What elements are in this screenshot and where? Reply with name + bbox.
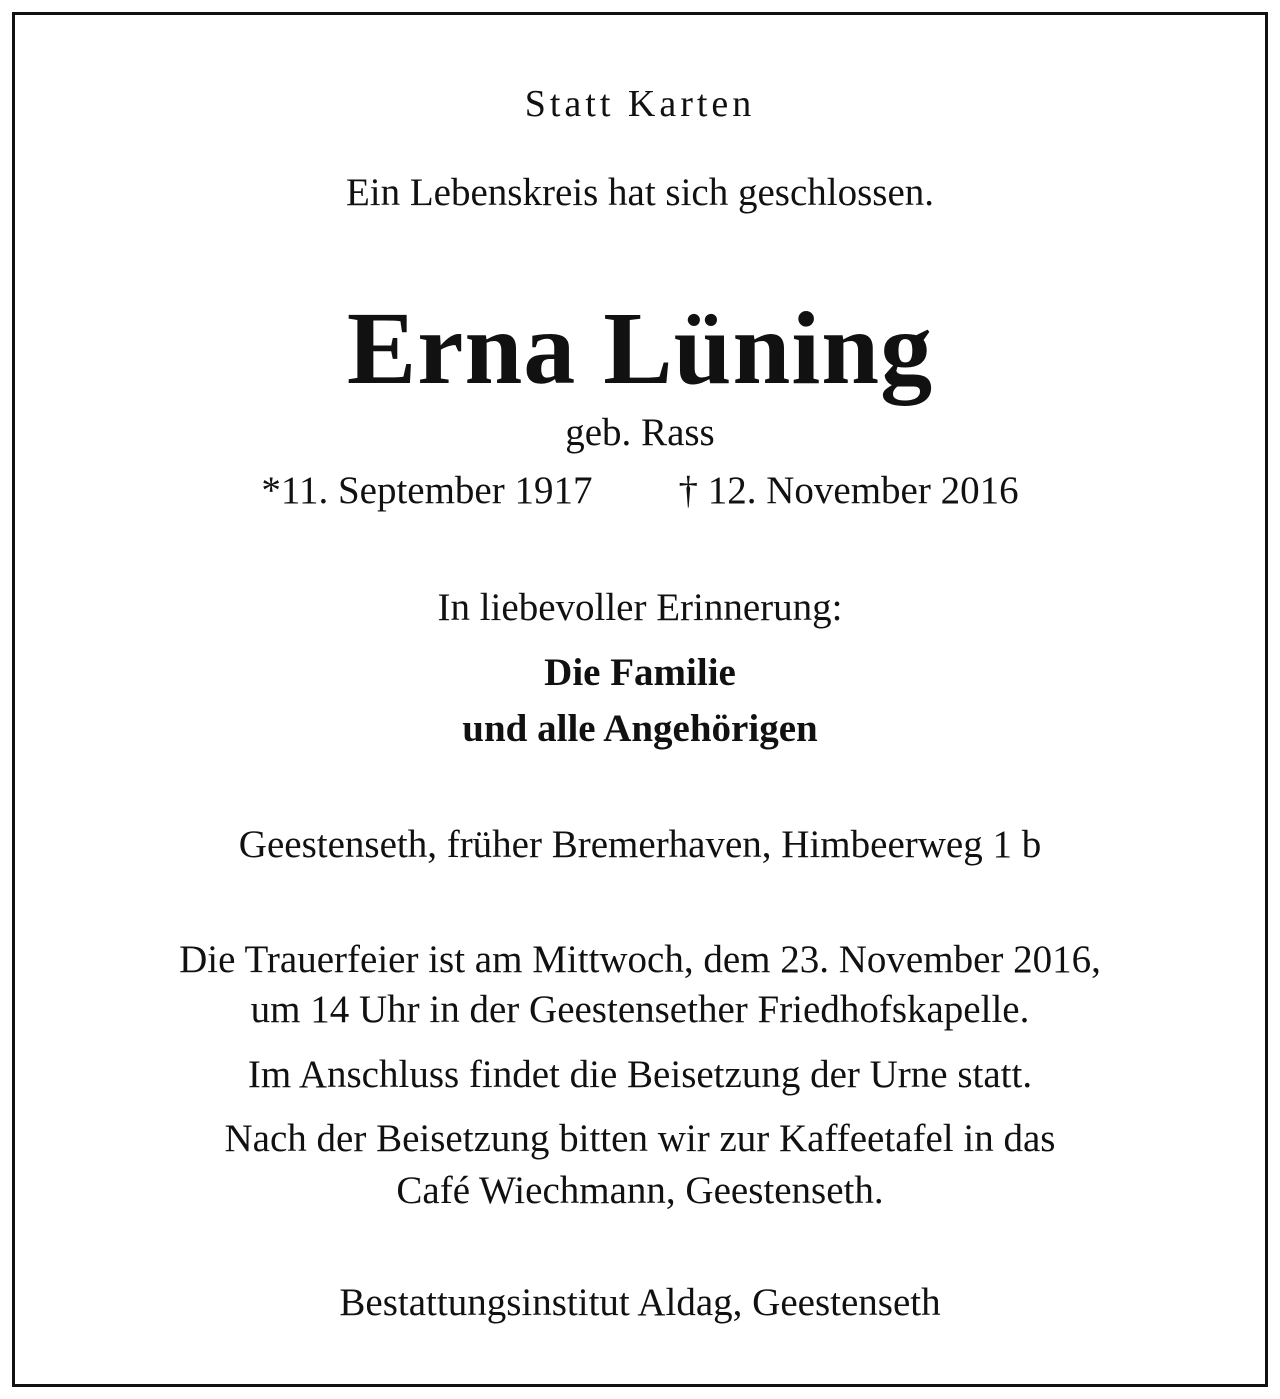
urn-line: Im Anschluss findet die Beisetzung der Urne statt. [247, 1053, 1033, 1096]
cafe-line-2: Café Wiechmann, Geestenseth. [396, 1169, 884, 1212]
service-line-1: Die Trauerfeier ist am Mittwoch, dem 23. November 2016, [179, 938, 1101, 981]
birth-date: *11. September 1917 [261, 469, 593, 512]
relatives-line: und alle Angehörigen [462, 707, 818, 750]
cafe-line-1: Nach der Beisetzung bitten wir zur Kaffeetafel in das [224, 1117, 1056, 1160]
notice-lead: Ein Lebenskreis hat sich geschlossen. [345, 171, 935, 214]
notice-header: Statt Karten [524, 83, 756, 125]
undertaker-line: Bestattungsinstitut Aldag, Geestenseth [339, 1281, 941, 1324]
life-dates [15, 471, 1265, 510]
address-line: Geestenseth, früher Bremerhaven, Himbeerweg 1 b [238, 823, 1042, 866]
maiden-name: geb. Rass [565, 411, 715, 454]
obituary-notice [12, 12, 1268, 1387]
memory-line: In liebevoller Erinnerung: [437, 586, 843, 629]
deceased-name: Erna Lüning [346, 291, 934, 406]
service-line-2: um 14 Uhr in der Geestensether Friedhofskapelle. [250, 988, 1030, 1031]
family-line: Die Familie [544, 651, 736, 694]
death-date: † 12. November 2016 [678, 469, 1019, 512]
